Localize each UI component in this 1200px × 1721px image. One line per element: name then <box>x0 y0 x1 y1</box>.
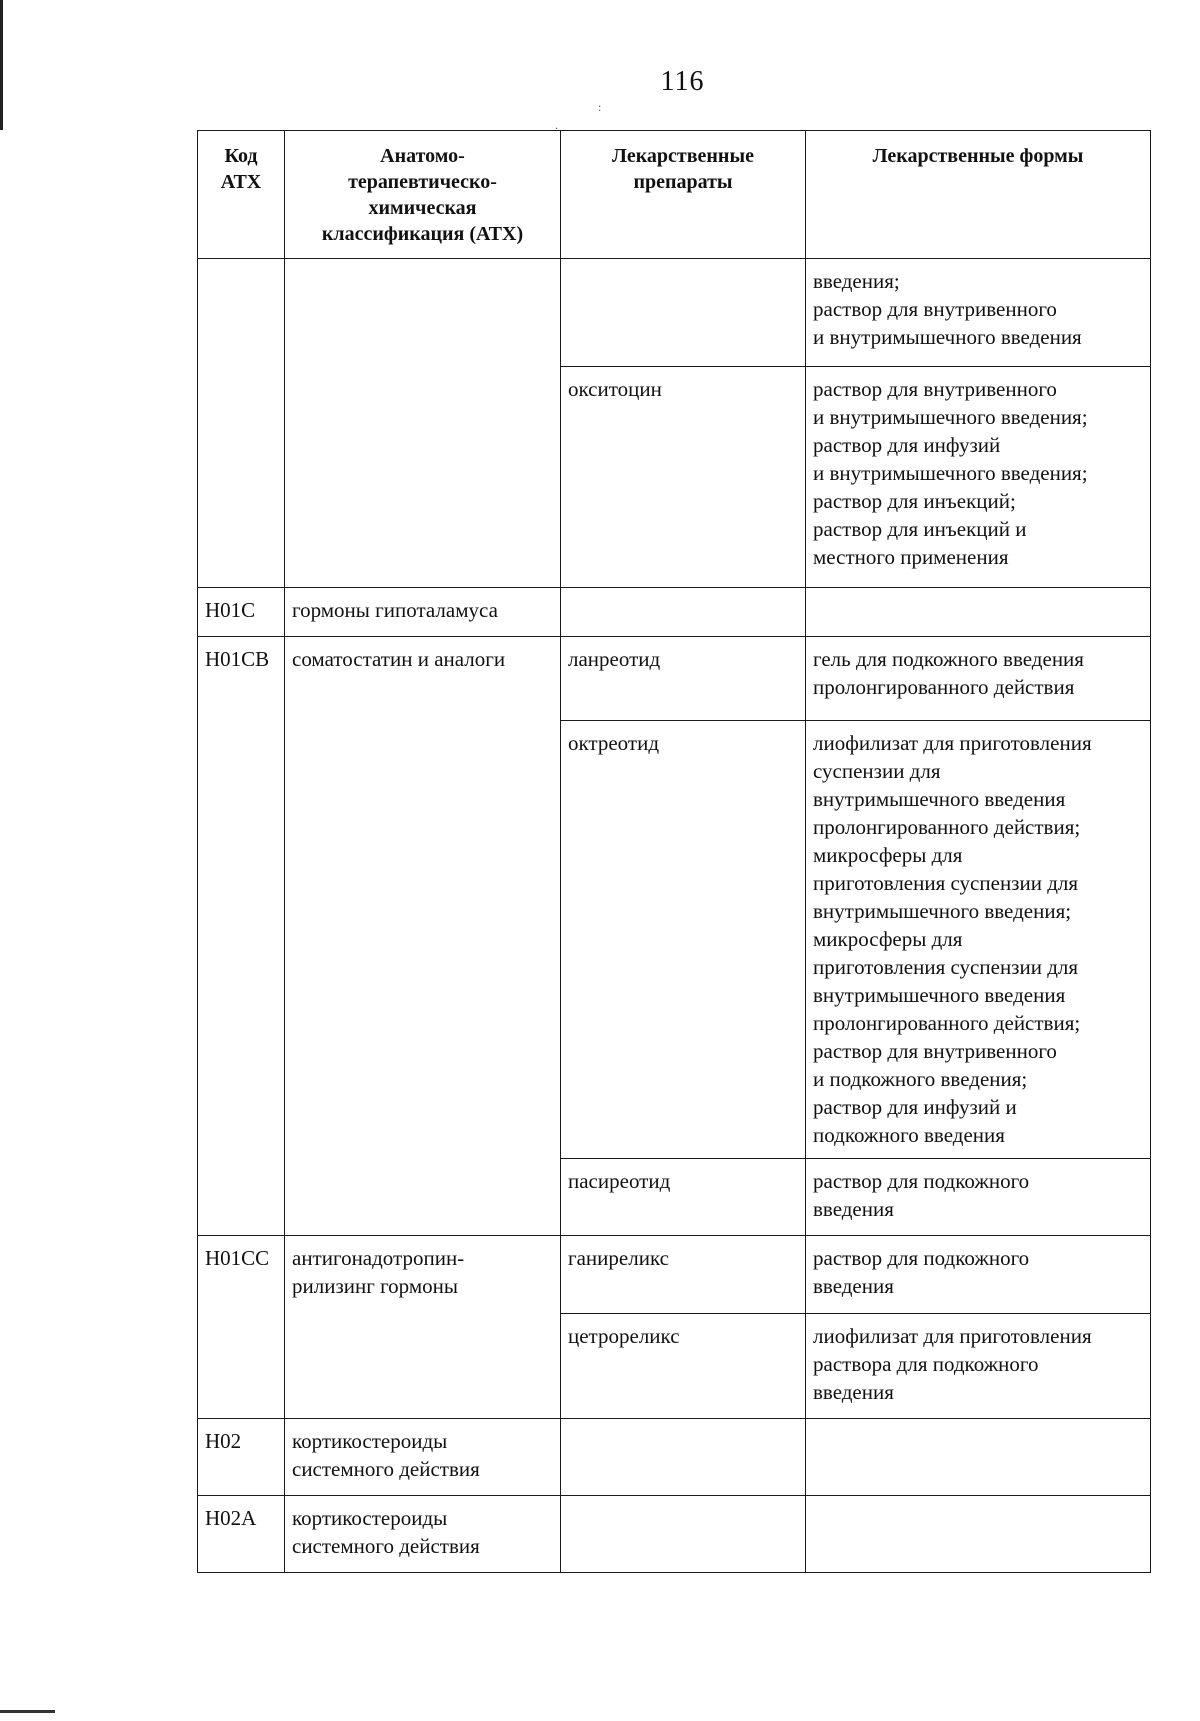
row-code: H02 <box>198 1419 285 1496</box>
row-forms: гель для подкожного введения пролонгированного действия <box>806 637 1151 721</box>
scan-speck: . <box>555 118 558 132</box>
atx-table <box>197 130 1151 1573</box>
row-code: H02A <box>198 1496 285 1573</box>
table-row <box>198 588 1151 637</box>
header-code: Код АТХ <box>198 131 285 259</box>
row-classification: соматостатин и аналоги <box>285 637 561 1236</box>
row-forms: лиофилизат для приготовления суспензии для внутримышечного введения пролонгированного действия; микросферы для приготовления суспензии для внутримышечного введения; микросферы для приготовления суспензии для внутримышечного введения пролонгированного действия; раствор для внутривенного и подкожного введения; раствор для инфузий и подкожного введения <box>806 721 1151 1159</box>
header-forms: Лекарственные формы <box>806 131 1151 259</box>
scan-edge-mark-bottom <box>0 1710 55 1713</box>
row-code: H01CB <box>198 637 285 1236</box>
table-row <box>198 1419 1151 1496</box>
row-drug: октреотид <box>561 721 806 1159</box>
row-classification: кортикостероиды системного действия <box>285 1419 561 1496</box>
scan-speck: : <box>598 100 602 114</box>
row-drug: ганиреликс <box>561 1236 806 1314</box>
row-code: H01CC <box>198 1236 285 1419</box>
row-drug: окситоцин <box>561 367 806 588</box>
row-forms: раствор для подкожного введения <box>806 1236 1151 1314</box>
row-forms: лиофилизат для приготовления раствора для подкожного введения <box>806 1314 1151 1419</box>
row-drug <box>561 259 806 367</box>
row-classification: антигонадотропин- рилизинг гормоны <box>285 1236 561 1419</box>
row-drug <box>561 1496 806 1573</box>
row-drug <box>561 1419 806 1496</box>
header-drugs: Лекарственные препараты <box>561 131 806 259</box>
row-drug: пасиреотид <box>561 1159 806 1236</box>
page-number: 116 <box>660 66 705 97</box>
row-forms: раствор для внутривенного и внутримышечного введения; раствор для инфузий и внутримышечного введения; раствор для инъекций; раствор для инъекций и местного применения <box>806 367 1151 588</box>
row-code <box>198 259 285 588</box>
row-classification <box>285 259 561 588</box>
row-drug: ланреотид <box>561 637 806 721</box>
table-row <box>198 637 1151 721</box>
table-row <box>198 1496 1151 1573</box>
scan-edge-mark <box>0 0 3 130</box>
row-classification: гормоны гипоталамуса <box>285 588 561 637</box>
row-forms: раствор для подкожного введения <box>806 1159 1151 1236</box>
row-code: H01C <box>198 588 285 637</box>
table-row <box>198 1236 1151 1314</box>
row-classification: кортикостероиды системного действия <box>285 1496 561 1573</box>
row-forms <box>806 588 1151 637</box>
header-classification: Анатомо- терапевтическо- химическая классификация (АТХ) <box>285 131 561 259</box>
row-drug: цетрореликс <box>561 1314 806 1419</box>
row-forms <box>806 1496 1151 1573</box>
row-forms: введения; раствор для внутривенного и внутримышечного введения <box>806 259 1151 367</box>
table-row <box>198 259 1151 367</box>
row-drug <box>561 588 806 637</box>
row-forms <box>806 1419 1151 1496</box>
table-header-row <box>198 131 1151 259</box>
